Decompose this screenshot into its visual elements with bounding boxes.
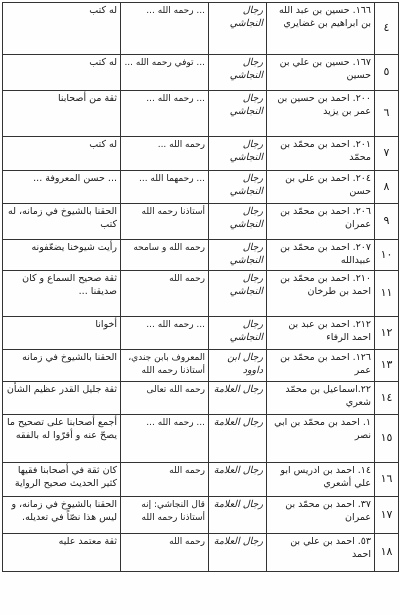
source-book: رجال النجاشي	[209, 3, 267, 55]
qualifier-text: المعروف بابن جندي، أستاذنا رحمه الله	[121, 350, 209, 382]
source-book: رجال النجاشي	[209, 171, 267, 204]
row-number: ٦	[375, 91, 399, 137]
table-row	[3, 415, 399, 463]
source-book: رجال النجاشي	[209, 204, 267, 240]
narrator-name: ٢١٢. احمد بن عبد بن احمد الرفاء	[267, 317, 375, 350]
qualifier-text: أستاذنا رحمه الله	[121, 204, 209, 240]
table-row	[3, 271, 399, 317]
remark-text: أخوانا	[3, 317, 121, 350]
row-number: ١٥	[375, 415, 399, 463]
narrator-name: ٢٠٦. احمد بن محمّد بن عمران	[267, 204, 375, 240]
narrator-name: ٢٠٤. احمد بن علي بن حسن	[267, 171, 375, 204]
qualifier-text: ... رحمه الله ...	[121, 317, 209, 350]
row-number: ١٧	[375, 497, 399, 534]
narrator-name: ٢٠٧. احمد بن محمّد بن عبيدالله	[267, 240, 375, 271]
remark-text: الحقنا بالشيوخ في زمانه، له كتب	[3, 204, 121, 240]
narrator-name: ٣٧. احمد بن محمّد بن عمران	[267, 497, 375, 534]
narrator-name: ١٤. احمد بن ادريس ابو علي أشعري	[267, 463, 375, 497]
table-row	[3, 317, 399, 350]
source-book: رجال النجاشي	[209, 91, 267, 137]
remark-text: له كتب	[3, 55, 121, 91]
row-number: ٨	[375, 171, 399, 204]
row-number: ١٠	[375, 240, 399, 271]
qualifier-text: رحمه الله تعالى	[121, 382, 209, 415]
source-book: رجال العلامة	[209, 497, 267, 534]
qualifier-text: ... رحمه الله ...	[121, 415, 209, 463]
row-number: ٤	[375, 3, 399, 55]
table-row	[3, 240, 399, 271]
row-number: ٩	[375, 204, 399, 240]
source-book: رجال العلامة	[209, 415, 267, 463]
source-book: رجال النجاشي	[209, 137, 267, 171]
table-row	[3, 137, 399, 171]
row-number: ١٦	[375, 463, 399, 497]
table-row	[3, 534, 399, 572]
row-number: ٧	[375, 137, 399, 171]
remark-text: له كتب	[3, 137, 121, 171]
narrator-name: ١. احمد بن محمّد بن ابي نصر	[267, 415, 375, 463]
table-row	[3, 171, 399, 204]
table-row	[3, 463, 399, 497]
qualifier-text: رحمه الله ...	[121, 137, 209, 171]
qualifier-text: رحمه الله	[121, 271, 209, 317]
table-row	[3, 497, 399, 534]
narrators-table	[2, 2, 399, 572]
qualifier-text: ... توفي رحمه الله ...	[121, 55, 209, 91]
source-book: رجال النجاشي	[209, 240, 267, 271]
table-row	[3, 55, 399, 91]
remark-text: له كتب	[3, 3, 121, 55]
table-row	[3, 91, 399, 137]
row-number: ٥	[375, 55, 399, 91]
narrator-name: ٥٣. احمد بن علي بن احمد	[267, 534, 375, 572]
row-number: ١٣	[375, 350, 399, 382]
source-book: رجال النجاشي	[209, 55, 267, 91]
qualifier-text: ... رحمهما الله ...	[121, 171, 209, 204]
source-book: رجال النجاشي	[209, 271, 267, 317]
qualifier-text: رحمه الله و سامحه	[121, 240, 209, 271]
remark-text: ثقة صحيح السماع و كان صديقنا ...	[3, 271, 121, 317]
remark-text: ... حسن المعروفة ...	[3, 171, 121, 204]
table-row	[3, 382, 399, 415]
source-book: رجال النجاشي	[209, 317, 267, 350]
remark-text: كان ثقة في أصحابنا فقيها كثير الحديث صحيح الرواية	[3, 463, 121, 497]
qualifier-text: رحمه الله	[121, 534, 209, 572]
narrator-name: ١٢٦. احمد بن محمّد بن عمر	[267, 350, 375, 382]
remark-text: الحقنا بالشيوخ في زمانه	[3, 350, 121, 382]
remark-text: ثقة معتمد عليه	[3, 534, 121, 572]
source-book: رجال العلامة	[209, 463, 267, 497]
row-number: ١١	[375, 271, 399, 317]
narrator-name: ١٦٦. حسين بن عبد الله بن ابراهيم بن غضايري	[267, 3, 375, 55]
narrator-name: ٢٠١. احمد بن محمّد بن محمّد	[267, 137, 375, 171]
row-number: ١٤	[375, 382, 399, 415]
narrator-name: ٢١٠. احمد بن محمّد بن احمد بن طرخان	[267, 271, 375, 317]
source-book: رجال ابن داوود	[209, 350, 267, 382]
row-number: ١٨	[375, 534, 399, 572]
remark-text: رأيت شيوخنا يضعّفونه	[3, 240, 121, 271]
qualifier-text: ... رحمه الله ...	[121, 3, 209, 55]
table-row	[3, 3, 399, 55]
source-book: رجال العلامة	[209, 534, 267, 572]
narrator-name: ٢٠٠. احمد بن حسين بن عمر بن يزيد	[267, 91, 375, 137]
qualifier-text: ... رحمه الله ...	[121, 91, 209, 137]
row-number: ١٢	[375, 317, 399, 350]
table-row	[3, 350, 399, 382]
qualifier-text: قال النجاشي: إنه أستاذنا رحمه الله	[121, 497, 209, 534]
narrator-name: ٢٢.اسماعيل بن محمّد شعري	[267, 382, 375, 415]
source-book: رجال العلامة	[209, 382, 267, 415]
remark-text: ثقة جليل القدر عظيم الشأن	[3, 382, 121, 415]
remark-text: الحقنا بالشيوخ في زمانه، و ليس هذا نصّاً في تعديله.	[3, 497, 121, 534]
remark-text: ثقة من أصحابنا	[3, 91, 121, 137]
narrator-name: ١٦٧. حسين بن علي بن حسين	[267, 55, 375, 91]
qualifier-text: رحمه الله	[121, 463, 209, 497]
table-row	[3, 204, 399, 240]
remark-text: أجمع أصحابنا على تصحيح ما يصحّ عنه و أقرّوا له بالفقه	[3, 415, 121, 463]
